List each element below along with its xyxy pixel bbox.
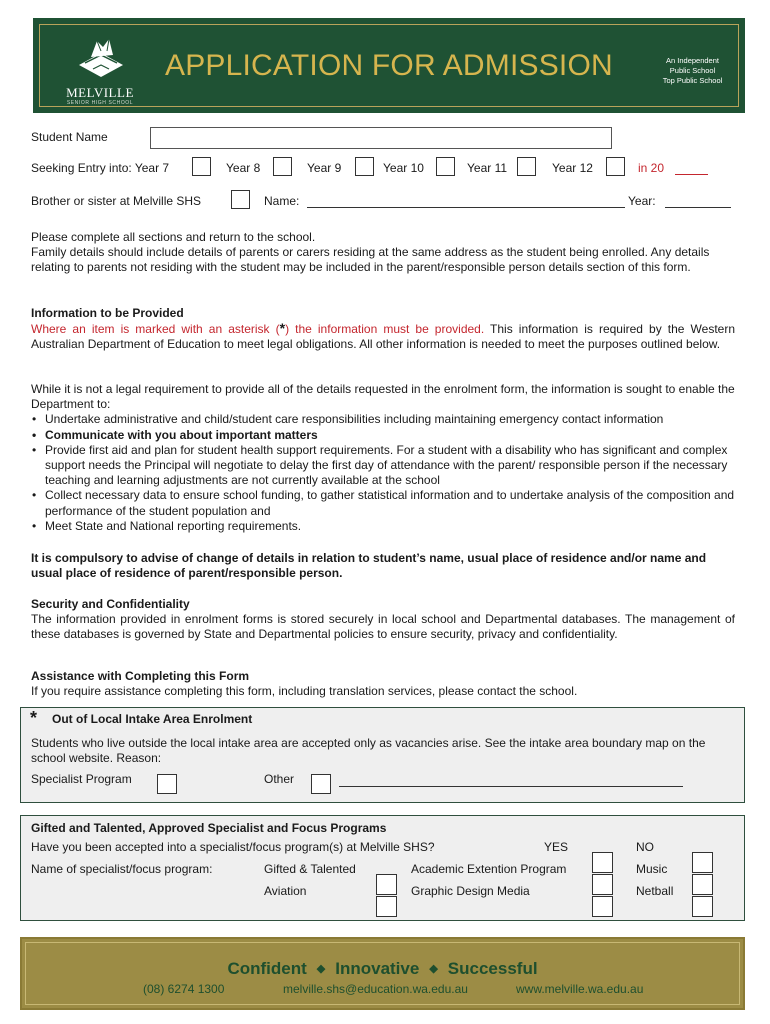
assist-section bbox=[31, 669, 735, 699]
aviation-checkbox[interactable] bbox=[376, 896, 397, 917]
school-logo-subtitle: SENIOR HIGH SCHOOL bbox=[66, 100, 134, 106]
list-item: • Meet State and National reporting requirements. bbox=[31, 519, 735, 534]
netball-label: Netball bbox=[636, 884, 674, 898]
student-name-input[interactable] bbox=[150, 127, 612, 149]
tagline-line: Top Public School bbox=[662, 76, 723, 85]
year-9-checkbox[interactable] bbox=[355, 157, 374, 176]
out-of-area-heading: Out of Local Intake Area Enrolment bbox=[52, 712, 253, 726]
info-text bbox=[31, 321, 735, 352]
motto-word: Innovative bbox=[335, 959, 420, 978]
other-reason-line[interactable] bbox=[339, 786, 683, 787]
info-section bbox=[31, 306, 735, 353]
diamond-icon: ◆ bbox=[429, 963, 438, 975]
list-item: • Communicate with you about important matters bbox=[31, 428, 735, 443]
list-item: • Provide first aid and plan for student health support requirements. For a student with a disability who has significant and complex support needs the Principal will negotiate to delay the first day of attendance with the parent/ responsible person if the necessary teaching and learning adjustments are not currently available at the school bbox=[31, 443, 735, 489]
year-12-label: Year 12 bbox=[552, 161, 593, 175]
specialist-program-checkbox[interactable] bbox=[157, 774, 177, 794]
purposes-section bbox=[31, 382, 735, 534]
year-11-label: Year 11 bbox=[467, 161, 508, 175]
entry-year-line[interactable] bbox=[675, 174, 708, 175]
motto-word: Confident bbox=[227, 959, 307, 978]
other-checkbox[interactable] bbox=[311, 774, 331, 794]
program-name-label: Name of specialist/focus program: bbox=[31, 862, 213, 876]
year-10-checkbox[interactable] bbox=[436, 157, 455, 176]
purposes-lead: While it is not a legal requirement to provide all of the details requested in the enrolment form, the information is sought to enable the Department to: bbox=[31, 382, 735, 412]
info-rest: This information is required by the Western Australian Department of Education to meet legal obligations. All other information is needed to meet the purposes outlined below. bbox=[31, 322, 735, 352]
no-label: NO bbox=[636, 840, 654, 854]
required-note: Where an item is marked with an asterisk ( bbox=[31, 322, 280, 337]
list-item: • Undertake administrative and child/student care responsibilities including maintaining emergency contact information bbox=[31, 412, 735, 427]
yes-label: YES bbox=[544, 840, 569, 854]
year-11-checkbox[interactable] bbox=[517, 157, 536, 176]
school-logo-name: MELVILLE bbox=[66, 85, 134, 100]
intro-line: Please complete all sections and return to the school. bbox=[31, 230, 316, 244]
graphic-design-checkbox[interactable] bbox=[592, 874, 613, 895]
entry-year-suffix: in 20 bbox=[638, 161, 665, 175]
footer-website[interactable]: www.melville.wa.edu.au bbox=[516, 982, 644, 996]
motto-word: Successful bbox=[447, 959, 538, 978]
academic-extension-checkbox[interactable] bbox=[592, 852, 613, 873]
entry-year-label: Seeking Entry into: Year 7 bbox=[31, 161, 170, 175]
asterisk-icon: * bbox=[279, 320, 286, 337]
tagline-line: Public School bbox=[669, 66, 716, 75]
header-frame bbox=[39, 24, 739, 107]
security-text: The information provided in enrolment forms is stored securely in local school and Departmental databases. The management of these databases is governed by State and Departmental policies to ensure security, privacy and confidentiality. bbox=[31, 612, 735, 642]
diamond-icon: ◆ bbox=[316, 963, 326, 975]
compulsory-notice: It is compulsory to advise of change of details in relation to student’s name, usual place of residence and/or name and usual place of residence of parent/responsible person. bbox=[31, 551, 707, 581]
sibling-name-line[interactable] bbox=[307, 207, 625, 208]
year-8-checkbox[interactable] bbox=[273, 157, 292, 176]
purposes-list bbox=[31, 412, 735, 534]
out-of-area-panel bbox=[20, 707, 745, 803]
header-tagline bbox=[645, 56, 740, 86]
security-heading: Security and Confidentiality bbox=[31, 597, 190, 611]
header-banner bbox=[33, 18, 745, 113]
assist-text: If you require assistance completing this form, including translation services, please contact the school. bbox=[31, 684, 578, 699]
year-12-checkbox[interactable] bbox=[606, 157, 625, 176]
intro-family-details: Family details should include details of parents or carers residing at the same address as the student being enrolled. Any details relating to parents not residing with the student may be included in the parent/responsible person details section of this form. bbox=[31, 245, 710, 275]
aviation-label: Aviation bbox=[264, 884, 307, 898]
tagline-line: An Independent bbox=[666, 56, 719, 65]
assist-heading: Assistance with Completing this Form bbox=[31, 669, 250, 683]
sibling-year-line[interactable] bbox=[665, 207, 731, 208]
page-title: APPLICATION FOR ADMISSION bbox=[165, 49, 613, 82]
footer-banner bbox=[20, 937, 745, 1010]
list-item: • Collect necessary data to ensure school funding, to gather statistical information and to undertake analysis of the composition and performance of the student population and bbox=[31, 488, 735, 518]
sibling-label: Brother or sister at Melville SHS bbox=[31, 194, 202, 208]
asterisk-icon: * bbox=[30, 708, 38, 728]
year-8-label: Year 8 bbox=[226, 161, 261, 175]
footer-frame bbox=[25, 942, 740, 1005]
sibling-year-label: Year: bbox=[628, 194, 656, 208]
footer-email[interactable]: melville.shs@education.wa.edu.au bbox=[283, 982, 468, 996]
school-crest-icon bbox=[73, 35, 129, 83]
music-label: Music bbox=[636, 862, 668, 876]
graphic-design-label: Graphic Design Media bbox=[411, 884, 530, 898]
footer-phone: (08) 6274 1300 bbox=[143, 982, 225, 996]
gifted-heading: Gifted and Talented, Approved Specialist and Focus Programs bbox=[31, 821, 387, 835]
intro-paragraph bbox=[31, 230, 735, 276]
music-checkbox[interactable] bbox=[692, 852, 713, 873]
required-note-end: ) the information must be provided. bbox=[285, 322, 485, 337]
out-of-area-text: Students who live outside the local intake area are accepted only as vacancies arise. See the intake area boundary map on the school website. Reason: bbox=[31, 736, 706, 765]
academic-extension-label: Academic Extention Program bbox=[411, 862, 567, 876]
gifted-talented-label: Gifted & Talented bbox=[264, 862, 356, 876]
year-10-label: Year 10 bbox=[383, 161, 424, 175]
other-label: Other bbox=[264, 772, 295, 786]
school-motto bbox=[26, 959, 739, 979]
sibling-checkbox[interactable] bbox=[231, 190, 250, 209]
gifted-panel bbox=[20, 815, 745, 921]
info-heading: Information to be Provided bbox=[31, 306, 184, 320]
student-name-label: Student Name bbox=[31, 130, 108, 144]
gifted-question: Have you been accepted into a specialist/focus program(s) at Melville SHS? bbox=[31, 840, 435, 854]
gifted-talented-checkbox[interactable] bbox=[376, 874, 397, 895]
netball-checkbox[interactable] bbox=[692, 874, 713, 895]
specialist-program-label: Specialist Program bbox=[31, 772, 132, 786]
extra-program-checkbox[interactable] bbox=[692, 896, 713, 917]
year-7-checkbox[interactable] bbox=[192, 157, 211, 176]
extra-program-checkbox[interactable] bbox=[592, 896, 613, 917]
sibling-name-label: Name: bbox=[264, 194, 300, 208]
year-9-label: Year 9 bbox=[307, 161, 342, 175]
security-section bbox=[31, 597, 735, 643]
